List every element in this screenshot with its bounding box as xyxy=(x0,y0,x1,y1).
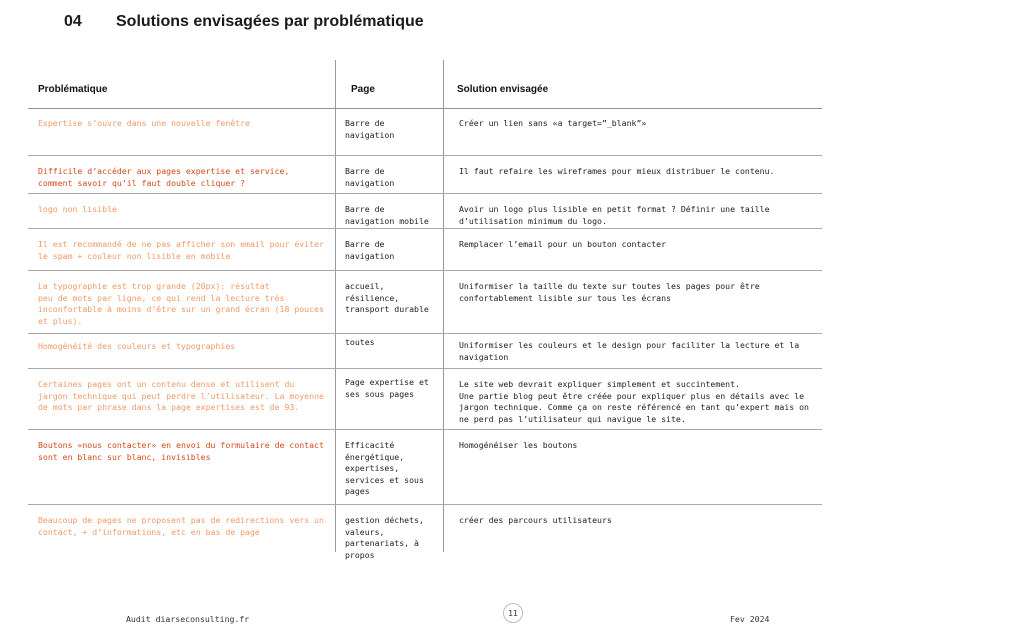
page-cell: Barre de navigation xyxy=(345,166,395,188)
solution-cell: Avoir un logo plus lisible en petit format ? Définir une taille d’utilisation minimum du logo. xyxy=(459,204,770,226)
page-number: 11 xyxy=(503,603,523,623)
section-number: 04 xyxy=(64,13,82,30)
problem-cell: Difficile d’accéder aux pages expertise et service, comment savoir qu’il faut double cliquer ? xyxy=(38,166,290,188)
footer-source: Audit diarseconsulting.fr xyxy=(126,614,250,624)
table-row xyxy=(28,505,822,560)
column-header-problem: Problématique xyxy=(38,84,108,95)
page-cell: Barre de navigation xyxy=(345,239,395,261)
problem-cell: Homogénéité des couleurs et typographies xyxy=(38,341,236,351)
page-cell: toutes xyxy=(345,337,375,347)
column-header-page: Page xyxy=(351,84,375,95)
solution-cell: Créer un lien sans «a target=”_blank”» xyxy=(459,118,647,128)
footer-date: Fev 2024 xyxy=(730,614,770,624)
page-cell: Page expertise et ses sous pages xyxy=(345,377,429,399)
solution-cell: Uniformiser la taille du texte sur toutes les pages pour être confortablement lisible sur tous les écrans xyxy=(459,281,760,303)
table-row xyxy=(28,430,822,505)
page-cell: gestion déchets, valeurs, partenariats, à propos xyxy=(345,515,424,560)
problem-cell: Certaines pages ont un contenu dense et utilisent du jargon technique qui peut perdre l’utilisateur. La moyenne de mots par phrase dans la page expertises est de 93. xyxy=(38,379,324,412)
problem-cell: Il est recommandé de ne pas afficher son email pour éviter le spam + couleur non lisible en mobile xyxy=(38,239,324,261)
table-row xyxy=(28,334,822,369)
page-title: Solutions envisagées par problématique xyxy=(116,13,424,30)
table-row xyxy=(28,156,822,194)
solution-cell: Le site web devrait expliquer simplement et succintement. Une partie blog peut être créée pour expliquer plus en détails avec le jargon technique. Comme ça on reste référencé en tant qu’expert mais on ne perd pas l’utilisateur qui navigue le site. xyxy=(459,379,809,424)
table-row xyxy=(28,108,822,156)
page-header xyxy=(64,13,424,31)
page-cell: Barre de navigation xyxy=(345,118,395,140)
column-header-solution: Solution envisagée xyxy=(457,84,549,95)
page-cell: Barre de navigation mobile xyxy=(345,204,429,226)
solution-cell: Uniformiser les couleurs et le design pour faciliter la lecture et la navigation xyxy=(459,340,800,362)
problem-cell: Expertise s’ouvre dans une nouvelle fenêtre xyxy=(38,118,250,128)
table-row xyxy=(28,271,822,334)
solution-cell: Homogénéiser les boutons xyxy=(459,440,578,450)
table-header xyxy=(28,60,822,109)
solution-cell: Remplacer l’email pour un bouton contacter xyxy=(459,239,667,249)
page-cell: accueil, résilience, transport durable xyxy=(345,281,429,314)
page-cell: Efficacité énergétique, expertises, services et sous pages xyxy=(345,440,424,496)
problem-cell: La typographie est trop grande (20px): résultat peu de mots par ligne, ce qui rend la lecture très inconfortable à moins d’être sur un grand écran (18 pouces et plus). xyxy=(38,281,324,326)
table-row xyxy=(28,369,822,430)
solution-cell: créer des parcours utilisateurs xyxy=(459,515,612,525)
table-row xyxy=(28,194,822,229)
problem-cell: logo non lisible xyxy=(38,204,117,214)
problem-cell: Beaucoup de pages ne proposent pas de redirections vers un contact, + d’informations, etc en bas de page xyxy=(38,515,324,537)
table-row xyxy=(28,229,822,271)
problem-cell: Boutons «nous contacter» en envoi du formulaire de contact sont en blanc sur blanc, invisibles xyxy=(38,440,324,462)
solution-cell: Il faut refaire les wireframes pour mieux distribuer le contenu. xyxy=(459,166,775,176)
